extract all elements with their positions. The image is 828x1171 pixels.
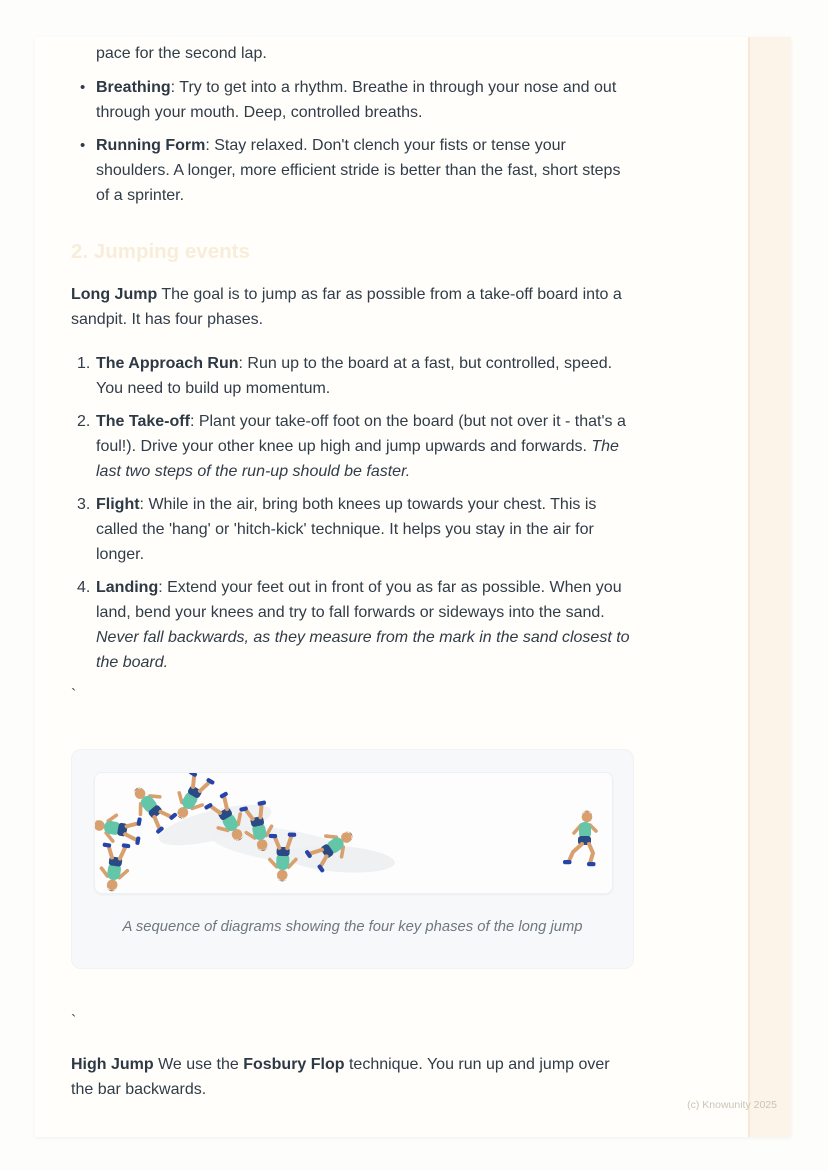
paragraph-continuation [71,41,634,66]
list-number: 2. [77,413,91,430]
document-content [71,41,634,1102]
list-number: 3. [77,496,91,513]
high-jump-text: We use the [153,1056,244,1073]
continuation-text: pace for the second lap. [96,45,267,62]
bullet-term: Running Form [96,137,206,154]
list-item [71,351,634,401]
numbered-list-long-jump-phases [71,351,634,675]
bullet-text: : Try to get into a rhythm. Breathe in through your nose and out through your mouth. Deep, controlled breaths. [96,79,617,121]
bullet-text: : Stay relaxed. Don't clench your fists or tense your shoulders. A longer, more efficient stride is better than the fast, short steps of a sprinter. [96,137,621,204]
phase-text: : Extend your feet out in front of you as far as possible. When you land, bend your knees and try to fall forwards or sideways into the sand. [96,579,622,621]
phase-note: Never fall backwards, as they measure from the mark in the sand closest to the board. [96,629,630,671]
list-item [71,133,634,208]
list-item [71,75,634,125]
section-heading-jumping-events: 2. Jumping events [71,240,250,263]
document-page [35,37,791,1137]
list-number: 4. [77,579,91,596]
long-jump-illustration [95,773,612,893]
list-item [71,492,634,567]
long-jump-intro-paragraph [71,282,634,332]
bullet-term: Breathing [96,79,171,96]
phase-term: Flight [96,496,140,513]
list-item [71,575,634,675]
list-item [71,409,634,484]
bullet-marker: • [80,137,86,154]
high-jump-text: technique. You run up and jump over the bar backwards. [71,1056,610,1098]
bullet-marker: • [80,79,86,96]
stray-backtick: ` [71,1013,77,1030]
phase-text: : While in the air, bring both knees up towards your chest. This is called the 'hang' or 'hitch-kick' technique. It helps you stay in the air for longer. [96,496,597,563]
high-jump-paragraph [71,1052,634,1102]
long-jump-term: Long Jump [71,286,158,303]
stray-backtick: ` [71,687,77,704]
phase-term: The Take-off [96,413,190,430]
phase-term: The Approach Run [96,355,239,372]
runner-figure [563,811,596,867]
high-jump-term: High Jump [71,1056,154,1073]
fosbury-flop-term: Fosbury Flop [243,1056,345,1073]
figure-card [71,749,634,969]
long-jump-illustration-panel [94,772,613,894]
copyright-watermark: (c) Knowunity 2025 [687,1099,777,1111]
phase-note: The last two steps of the run-up should be faster. [96,438,619,480]
bullet-list [71,75,634,208]
phase-text: : Plant your take-off foot on the board (but not over it - that's a foul!). Drive your other knee up high and jump upwards and forwards. [96,413,626,455]
figure-caption: A sequence of diagrams showing the four key phases of the long jump [122,919,583,935]
long-jump-text: The goal is to jump as far as possible from a take-off board into a sandpit. It has four phases. [71,286,622,328]
page-edge-stripe [748,37,791,1137]
phase-text: : Run up to the board at a fast, but controlled, speed. You need to build up momentum. [96,355,613,397]
list-number: 1. [77,355,91,372]
phase-term: Landing [96,579,159,596]
